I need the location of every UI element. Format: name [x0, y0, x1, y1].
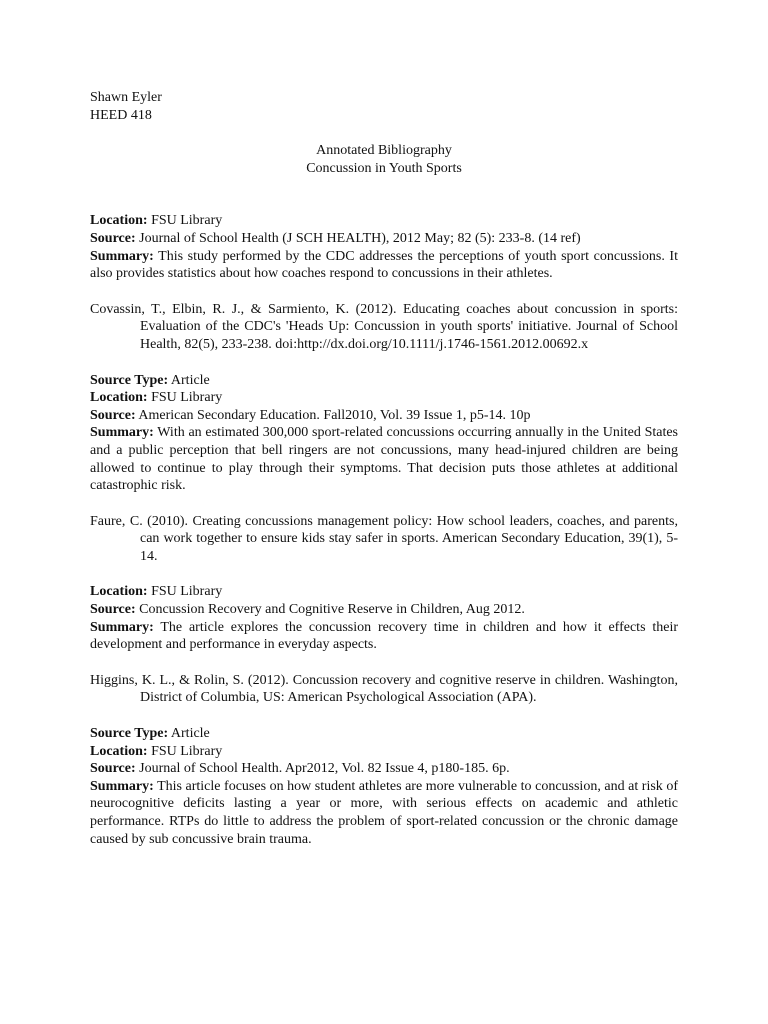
author-name: Shawn Eyler — [90, 90, 162, 105]
source-label: Source: — [90, 407, 136, 423]
summary-text: The article explores the concussion recovery time in children and how it effects their development and performance in everyday aspects. — [90, 619, 678, 653]
apa-citation: Covassin, T., Elbin, R. J., & Sarmiento, K. (2012). Educating coaches about concussion in sports: Evaluation of the CDC's 'Heads Up: Concussion in youth sports' initiative. Journal of School Health, 82(5), 233-238. doi:http://dx.doi.org/10.1111/j.1746-1561.2012.00692.x — [90, 301, 678, 352]
bibliography-entry-2 — [90, 372, 678, 566]
summary-label: Summary: — [90, 425, 154, 441]
source-value: Concussion Recovery and Cognitive Reserve in Children, Aug 2012. — [139, 602, 525, 618]
entry-annotation — [90, 212, 678, 282]
summary-text: This study performed by the CDC addresses the perceptions of youth sport concussions. It also provides statistics about how coaches respond to concussions in their athletes. — [90, 248, 678, 282]
location-label: Location: — [90, 390, 148, 406]
summary-text: With an estimated 300,000 sport-related concussions occurring annually in the United States and a public perception that bell ringers are not concussions, many head-injured children are being allowed to continue to play through their symptoms. That decision puts those athletes at additional catastrophic risk. — [90, 425, 679, 494]
location-value: FSU Library — [151, 743, 223, 759]
summary-label: Summary: — [90, 619, 154, 635]
source-type-value: Article — [170, 372, 210, 388]
apa-citation: Higgins, K. L., & Rolin, S. (2012). Concussion recovery and cognitive reserve in children. Washington, District of Columbia, US: American Psychological Association (APA). — [90, 672, 678, 706]
location-label: Location: — [90, 213, 148, 229]
source-value: Journal of School Health (J SCH HEALTH), 2012 May; 82 (5): 233-8. (14 ref) — [139, 230, 581, 246]
summary-text: This article focuses on how student athletes are more vulnerable to concussion, and at risk of neurocognitive deficits lasting a year or more, with serious effects on academic and athletic performance. RTPs do little to address the problem of sport-related concussion or the chronic damage caused by sub concussive brain trauma. — [90, 778, 678, 847]
apa-citation: Faure, C. (2010). Creating concussions management policy: How school leaders, coaches, and parents, can work together to ensure kids stay safer in sports. American Secondary Education, 39(1), 5-14. — [90, 513, 678, 564]
bibliography-entry-3 — [90, 583, 678, 707]
location-value: FSU Library — [151, 213, 223, 229]
location-label: Location: — [90, 584, 148, 600]
entry-annotation — [90, 725, 678, 848]
source-type-label: Source Type: — [90, 726, 169, 742]
entry-annotation — [90, 583, 678, 653]
summary-label: Summary: — [90, 248, 154, 264]
bibliography-entry-1 — [90, 212, 678, 353]
bibliography-entry-4 — [90, 725, 678, 848]
location-value: FSU Library — [151, 584, 223, 600]
document-title — [90, 142, 678, 177]
document-header — [90, 89, 678, 124]
source-type-label: Source Type: — [90, 372, 169, 388]
source-type-value: Article — [170, 726, 210, 742]
source-value: Journal of School Health. Apr2012, Vol. 82 Issue 4, p180-185. 6p. — [139, 761, 510, 777]
course-code: HEED 418 — [90, 107, 152, 123]
source-value: American Secondary Education. Fall2010, Vol. 39 Issue 1, p5-14. 10p — [138, 407, 531, 423]
entry-annotation — [90, 372, 678, 495]
source-label: Source: — [90, 230, 136, 246]
location-label: Location: — [90, 743, 148, 759]
title-line-1: Annotated Bibliography — [316, 143, 452, 159]
title-line-2: Concussion in Youth Sports — [306, 160, 462, 176]
source-label: Source: — [90, 761, 136, 777]
location-value: FSU Library — [151, 390, 223, 406]
summary-label: Summary: — [90, 778, 154, 794]
source-label: Source: — [90, 602, 136, 618]
